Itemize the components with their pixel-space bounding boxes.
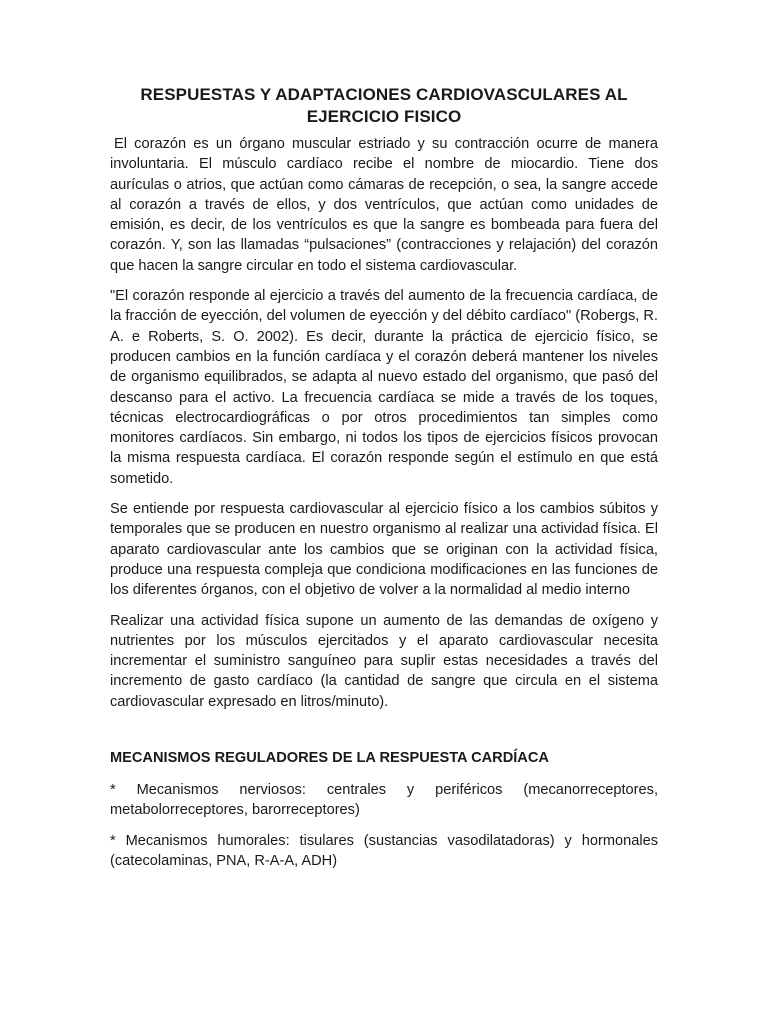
paragraph-2: "El corazón responde al ejercicio a través del aumento de la frecuencia cardíaca, de la fracción de eyección, del volumen de eyección y del débito cardíaco" (Robergs, R. A. e Roberts, S. O. 2002). Es decir, durante la práctica de ejercicio físico, se producen cambios en la función cardíaca y el corazón deberá mantener los niveles de organismo equilibrados, se adapta al nuevo estado del organismo, que pasó del descanso para el activo. La frecuencia cardíaca se mide a través de los toques, técnicas electrocardiográficas o por otros procedimientos tan simples como monitores cardíacos. Sin embargo, ni todos los tipos de ejercicios físicos provocan la misma respuesta cardíaca. El corazón responde según el estímulo en que está sometido. — [110, 288, 658, 487]
document-title — [110, 84, 658, 128]
title-line-1: RESPUESTAS Y ADAPTACIONES CARDIOVASCULARES AL — [140, 85, 628, 104]
document-page — [110, 84, 658, 881]
paragraph-4: Realizar una actividad física supone un aumento de las demandas de oxígeno y nutrientes por los músculos ejercitados y el aparato cardiovascular necesita incrementar el suministro sanguíneo para suplir estas necesidades a través del incremento de gasto cardíaco (la cantidad de sangre que circula en el sistema cardiovascular expresado en litros/minuto). — [110, 612, 658, 710]
section-heading: MECANISMOS REGULADORES DE LA RESPUESTA CARDÍACA — [110, 750, 549, 767]
bullet-item-2: * Mecanismos humorales: tisulares (sustancias vasodilatadoras) y hormonales (catecolaminas, PNA, R-A-A, ADH) — [110, 832, 658, 869]
bullet-item-1: * Mecanismos nerviosos: centrales y periféricos (mecanorreceptores, metabolorreceptores, barorreceptores) — [110, 782, 658, 819]
paragraph-1: El corazón es un órgano muscular estriado y su contracción ocurre de manera involuntaria. El músculo cardíaco recibe el nombre de miocardio. Tiene dos aurículas o atrios, que actúan como cámaras de recepción, o sea, la sangre accede al corazón a través de ellos, y dos ventrículos, que actúan como unidades de emisión, es decir, de los ventrículos es que la sangre es bombeada para fuera del corazón. Y, son las llamadas “pulsaciones” (contracciones y relajación) del corazón que hacen la sangre circular en todo el sistema cardiovascular. — [110, 136, 658, 274]
title-line-2: EJERCICIO FISICO — [306, 107, 462, 126]
paragraph-3: Se entiende por respuesta cardiovascular al ejercicio físico a los cambios súbitos y temporales que se producen en nuestro organismo al realizar una actividad física. El aparato cardiovascular ante los cambios que se originan con la actividad física, produce una respuesta compleja que condiciona modificaciones en las funciones de los diferentes órganos, con el objetivo de volver a la normalidad al medio interno — [110, 501, 658, 599]
